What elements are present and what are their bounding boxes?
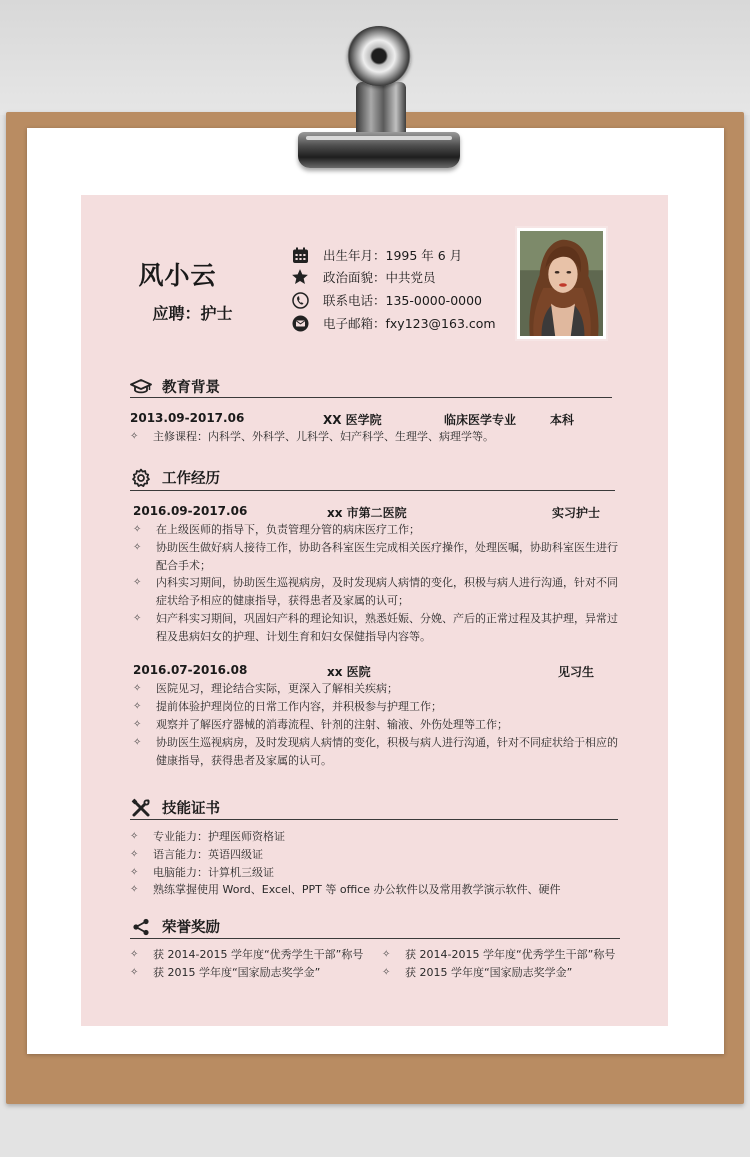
education-title: 教育背景: [162, 380, 220, 396]
job-1-item-3-line-1: 内科实习期间，协助医生巡视病房，及时发现病人病情的变化，积极与病人进行沟通，针对不同: [156, 576, 618, 589]
education-heading: [130, 376, 220, 397]
job-1-role: 实习护士: [552, 506, 601, 520]
skill-item-4-text: 熟练掌握使用 Word、Excel、PPT 等 office 办公软件以及常用教学演示软件、硬件: [153, 883, 561, 896]
info-phone: [291, 291, 482, 309]
bullet-icon: ✧: [130, 884, 139, 895]
work-title: 工作经历: [162, 471, 220, 487]
job-1-item-4-line-1: 妇产科实习期间，巩固妇产科的理论知识，熟悉妊娠、分娩、产后的正常过程及其护理，异常过: [156, 612, 618, 625]
job-2-item-2-text: 提前体验护理岗位的日常工作内容，并积极参与护理工作；: [156, 700, 442, 713]
education-major: 临床医学专业: [444, 413, 517, 427]
job-2-item-4-line-2: 健康指导，获得患者及家属的认可。: [156, 754, 332, 767]
bullet-icon: ✧: [133, 613, 142, 624]
job-1-item-4-line-2: 程及患病妇女的护理、计划生育和妇女保健指导内容等。: [156, 630, 431, 643]
calendar-icon: [291, 246, 309, 264]
education-date: 2013.09-2017.06: [130, 411, 245, 425]
education-school: XX 医学院: [323, 413, 382, 427]
education-courses-text: 主修课程：内科学、外科学、儿科学、妇产科学、生理学、病理学等。: [153, 430, 494, 443]
bullet-icon: ✧: [382, 949, 391, 960]
skill-item-3-text: 电脑能力：计算机三级证: [153, 866, 274, 879]
job-2-item-2: [133, 698, 618, 716]
tools-icon: [130, 798, 152, 818]
job-2-role: 见习生: [558, 665, 595, 679]
info-politics: [291, 268, 436, 286]
bullet-icon: ✧: [130, 967, 139, 978]
job-1-item-1: [133, 521, 618, 539]
honor-item-1-text: 获 2014-2015 学年度“优秀学生干部”称号: [153, 948, 364, 961]
bullet-icon: ✧: [133, 542, 142, 553]
skill-item-2-text: 语言能力：英语四级证: [153, 848, 263, 861]
job-1-item-2: [133, 539, 618, 575]
bullet-icon: ✧: [133, 524, 142, 535]
info-email: [291, 314, 496, 332]
info-birth-text: 出生年月：1995 年 6 月: [323, 248, 463, 263]
mail-icon: [291, 314, 309, 332]
skills-divider: [130, 819, 618, 820]
job-1-item-4: [133, 610, 618, 646]
bullet-icon: ✧: [130, 867, 139, 878]
info-birth: [291, 246, 462, 264]
clip-ring: [347, 26, 411, 86]
skills-title: 技能证书: [162, 801, 220, 817]
work-heading: [130, 467, 220, 488]
job-1-item-2-line-2: 配合手术；: [156, 559, 211, 572]
education-divider: [130, 397, 612, 398]
info-politics-text: 政治面貌：中共党员: [323, 270, 436, 285]
job-1-item-1-text: 在上级医师的指导下，负责管理分管的病床医疗工作；: [156, 523, 420, 536]
applied-position: 应聘：护士: [152, 304, 233, 323]
clip-shine: [306, 136, 452, 140]
honors-heading: [130, 916, 220, 937]
graduation-cap-icon: [130, 377, 152, 397]
bullet-icon: ✧: [133, 719, 142, 730]
gear-icon: [130, 468, 152, 488]
job-2-item-3-text: 观察并了解医疗器械的消毒流程、针剂的注射、输液、外伤处理等工作；: [156, 718, 508, 731]
info-phone-text: 联系电话：135-0000-0000: [323, 293, 483, 308]
skills-heading: [130, 797, 220, 818]
bullet-icon: ✧: [130, 431, 139, 442]
job-1-org: xx 市第二医院: [327, 506, 407, 520]
job-2-item-4-line-1: 协助医生巡视病房，及时发现病人病情的变化，积极与病人进行沟通，针对不同症状给于相应的: [156, 736, 618, 749]
bullet-icon: ✧: [133, 683, 142, 694]
job-2-org: xx 医院: [327, 665, 371, 679]
clip-neck: [356, 82, 406, 136]
job-2-item-3: [133, 716, 618, 734]
honor-item-2-text: 获 2014-2015 学年度“优秀学生干部”称号: [405, 948, 616, 961]
job-2-date: 2016.07-2016.08: [133, 663, 248, 677]
phone-icon: [291, 291, 309, 309]
job-2-item-4: [133, 734, 618, 770]
info-email-text: 电子邮箱：fxy123@163.com: [323, 316, 496, 331]
honor-item-4-text: 获 2015 学年度“国家励志奖学金”: [405, 966, 573, 979]
job-1-item-3-line-2: 症状给予相应的健康指导，获得患者及家属的认可；: [156, 594, 409, 607]
candidate-name: 风小云: [138, 261, 217, 290]
education-degree: 本科: [550, 413, 575, 427]
work-divider: [130, 490, 615, 491]
profile-photo: [515, 226, 608, 341]
job-2-item-1-text: 医院见习，理论结合实际，更深入了解相关疾病；: [156, 682, 398, 695]
bullet-icon: ✧: [133, 577, 142, 588]
job-2-item-1: [133, 680, 618, 698]
honor-item-3-text: 获 2015 学年度“国家励志奖学金”: [153, 966, 321, 979]
job-1-item-3: [133, 574, 618, 610]
bullet-icon: ✧: [130, 849, 139, 860]
honors-divider: [130, 938, 620, 939]
honors-title: 荣誉奖励: [162, 920, 220, 936]
job-1-date: 2016.09-2017.06: [133, 504, 248, 518]
bullet-icon: ✧: [130, 831, 139, 842]
bullet-icon: ✧: [133, 737, 142, 748]
share-icon: [130, 917, 152, 937]
bullet-icon: ✧: [133, 701, 142, 712]
skill-item-1-text: 专业能力：护理医师资格证: [153, 830, 285, 843]
star-icon: [291, 268, 309, 286]
bullet-icon: ✧: [130, 949, 139, 960]
bullet-icon: ✧: [382, 967, 391, 978]
job-1-item-2-line-1: 协助医生做好病人接待工作，协助各科室医生完成相关医疗操作，处理医嘱，协助科室医生进行: [156, 541, 618, 554]
